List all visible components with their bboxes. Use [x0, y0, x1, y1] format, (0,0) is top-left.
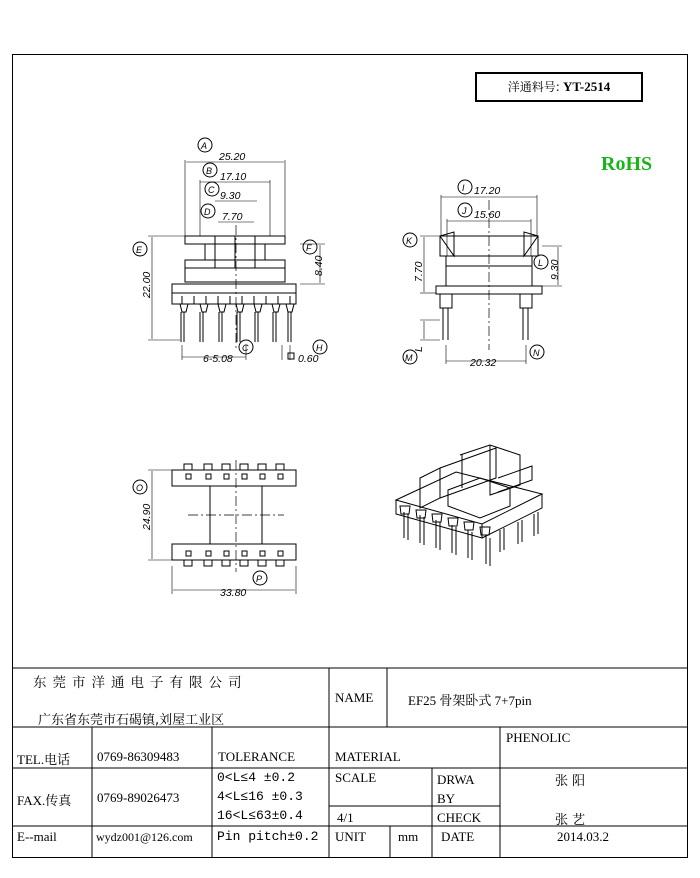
side-view-labels [405, 183, 561, 369]
label-j: J [462, 206, 467, 216]
dim-l: 9.30 [549, 259, 561, 280]
dim-j: 15.60 [474, 209, 501, 221]
dim-b: 17.10 [220, 171, 247, 183]
label-c: C [208, 185, 215, 195]
label-n: N [533, 348, 540, 358]
bottom-view [133, 460, 296, 594]
dim-c: 9.30 [220, 190, 241, 202]
tolerance-row-4: Pin pitch±0.2 [217, 829, 319, 844]
label-b: B [206, 166, 213, 176]
email-value: wydz001@126.com [96, 830, 193, 844]
dim-a: 25.20 [219, 151, 246, 163]
label-l: L [538, 258, 544, 268]
bottom-view-labels [136, 483, 262, 599]
side-view [403, 180, 562, 364]
tel-value: 0769-86309483 [97, 749, 180, 764]
label-h: H [316, 343, 323, 353]
company-address: 广东省东莞市石碣镇,刘屋工业区 [38, 713, 225, 728]
dim-d: 7.70 [222, 211, 243, 223]
dim-h: 0.60 [298, 353, 319, 365]
email-label: E--mail [17, 829, 57, 844]
label-e: E [136, 245, 143, 255]
scale-label: SCALE [335, 770, 377, 785]
check-label: CHECK [437, 810, 482, 825]
dim-p: 33.80 [220, 587, 247, 599]
tolerance-row-3: 16<L≤63±0.4 [217, 808, 303, 823]
label-p: P [256, 574, 263, 584]
dim-f: 8.40 [313, 255, 325, 276]
tolerance-label: TOLERANCE [218, 749, 296, 764]
company-name: 东莞市洋通电子有限公司 [33, 675, 248, 691]
tel-label: TEL.电话 [17, 752, 71, 767]
name-label: NAME [335, 690, 374, 705]
fax-value: 0769-89026473 [97, 790, 180, 805]
label-g: C [242, 343, 249, 353]
name-value: EF25 骨架卧式 7+7pin [408, 693, 532, 708]
label-o: O [136, 483, 144, 493]
rohs-mark: RoHS [601, 153, 653, 175]
material-value: PHENOLIC [506, 730, 571, 745]
dim-n: 20.32 [470, 357, 497, 369]
label-d: D [204, 207, 211, 217]
material-label: MATERIAL [335, 749, 401, 764]
dim-e: 22.00 [141, 271, 153, 298]
dim-i: 17.20 [474, 185, 501, 197]
isometric-view [396, 445, 542, 566]
label-a: A [201, 141, 208, 151]
check-value: 张 艺 [555, 813, 586, 828]
drawn-by-value: 张 阳 [555, 774, 586, 789]
dim-m: L [413, 346, 425, 352]
front-view-labels [136, 141, 325, 365]
label-k: K [406, 236, 413, 246]
date-value: 2014.03.2 [557, 829, 609, 844]
dim-g: 6-5.08 [203, 353, 233, 365]
tolerance-row-1: 0<L≤4 ±0.2 [217, 770, 296, 785]
fax-label: FAX.传真 [17, 793, 72, 808]
tolerance-row-2: 4<L≤16 ±0.3 [217, 789, 303, 804]
part-number-value: YT-2514 [563, 79, 611, 94]
label-f: F [306, 243, 312, 253]
unit-label: UNIT [335, 829, 367, 844]
scale-value: 4/1 [337, 810, 354, 825]
drawn-by-label: DRWA BY [437, 772, 475, 806]
part-number-label: 洋通料号: [507, 80, 560, 94]
date-label: DATE [441, 829, 475, 844]
dim-o: 24.90 [141, 503, 153, 530]
unit-value: mm [398, 829, 419, 844]
label-m: M [405, 353, 413, 363]
dim-k: 7.70 [413, 261, 425, 282]
label-i: I [462, 183, 465, 193]
